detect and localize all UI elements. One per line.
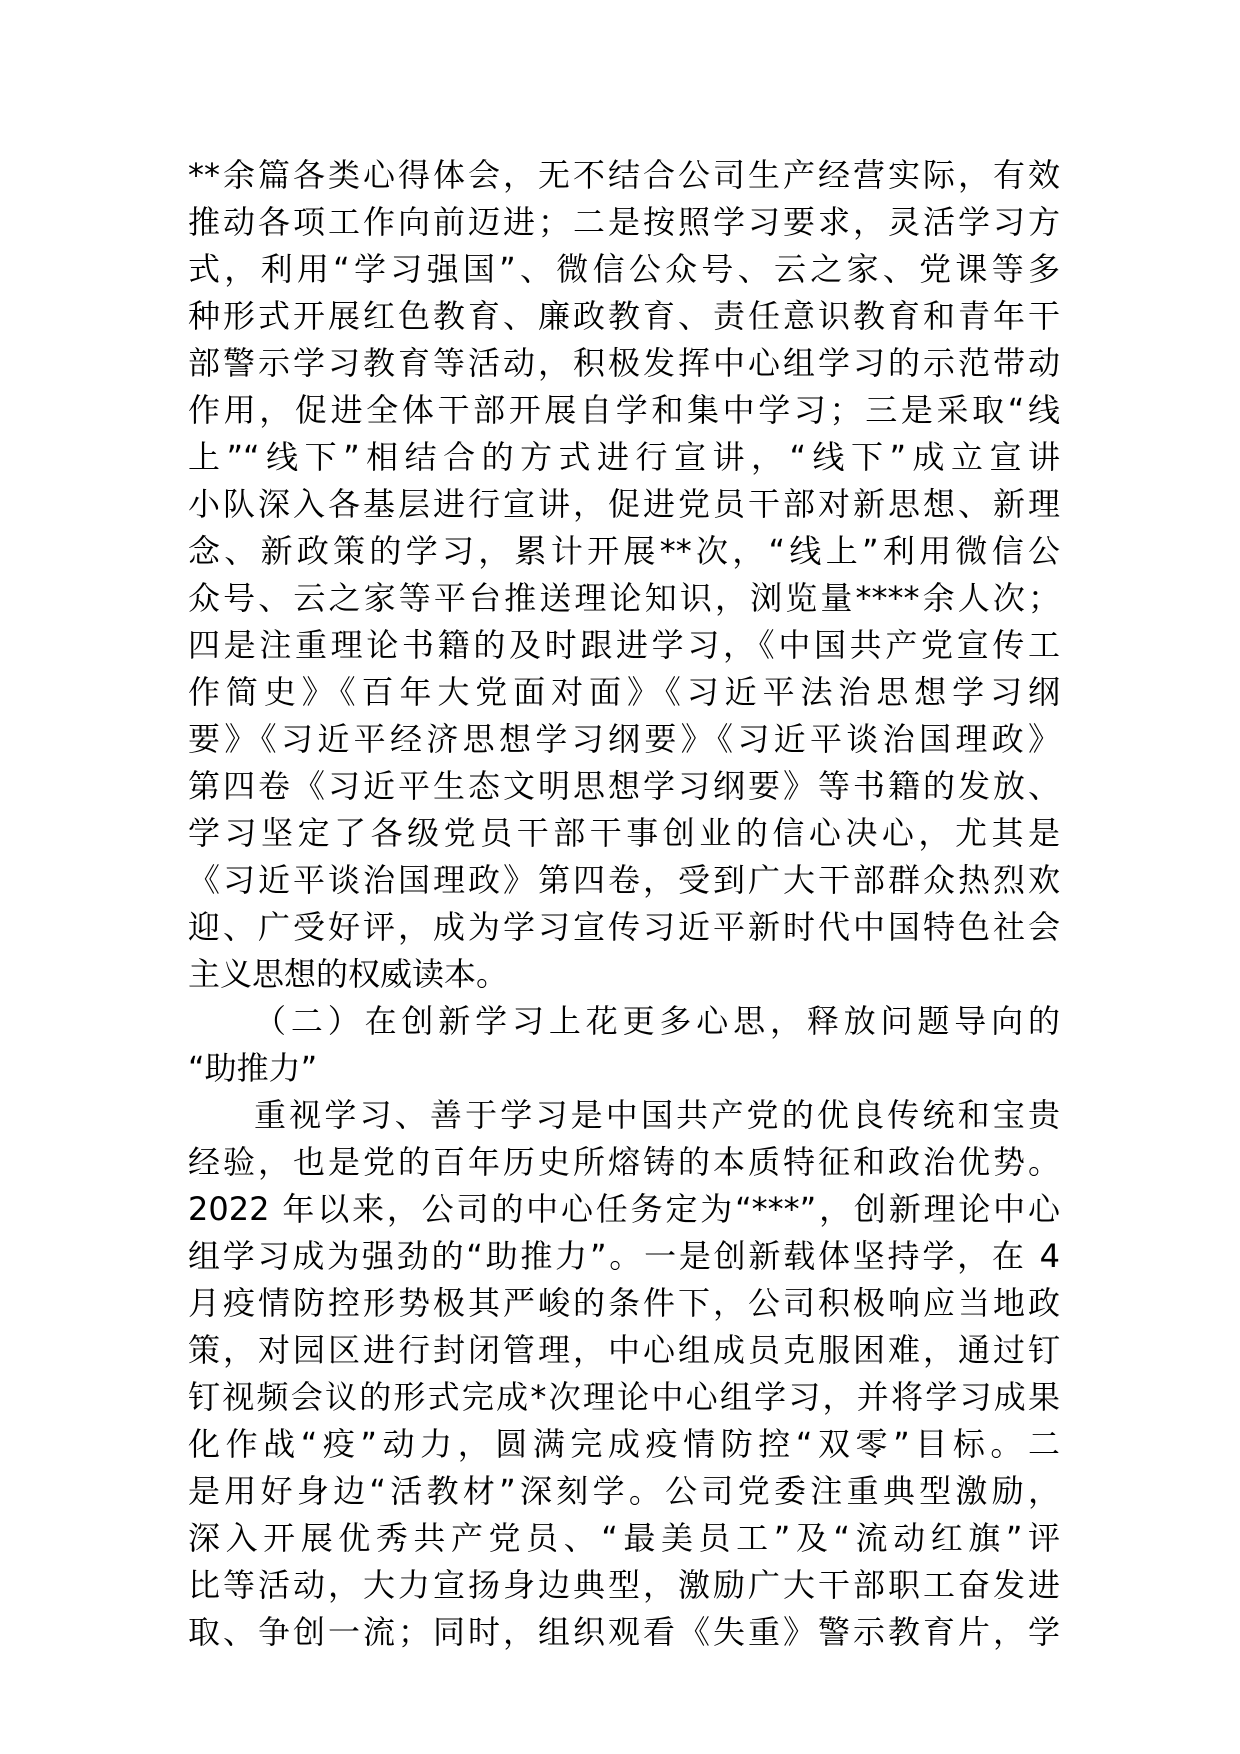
text-line: 是用好身边“活教材”深刻学。公司党委注重典型激励，	[188, 1472, 1060, 1510]
heading-line: “助推力”	[188, 1049, 318, 1087]
text-line: 作简史》《百年大党面对面》《习近平法治思想学习纲	[188, 673, 1060, 711]
text-line: 取、争创一流；同时，组织观看《失重》警示教育片，学	[188, 1613, 1060, 1651]
text-line: 重视学习、善于学习是中国共产党的优良传统和宝贵	[254, 1096, 1060, 1134]
text-line: 种形式开展红色教育、廉政教育、责任意识教育和青年干	[188, 297, 1060, 335]
text-line: 化作战“疫”动力，圆满完成疫情防控“双零”目标。二	[188, 1425, 1060, 1463]
text-line: 上”“线下”相结合的方式进行宣讲，“线下”成立宣讲	[188, 438, 1060, 476]
text-line: **余篇各类心得体会，无不结合公司生产经营实际，有效	[188, 156, 1060, 194]
document-body	[188, 152, 1060, 1656]
text-line: 四是注重理论书籍的及时跟进学习，《中国共产党宣传工	[188, 626, 1060, 664]
text-line: 式，利用“学习强国”、微信公众号、云之家、党课等多	[188, 250, 1060, 288]
text-line: 2022 年以来，公司的中心任务定为“***”，创新理论中心	[188, 1190, 1060, 1228]
text-line: 深入开展优秀共产党员、“最美员工”及“流动红旗”评	[188, 1519, 1060, 1557]
text-line: 部警示学习教育等活动，积极发挥中心组学习的示范带动	[188, 344, 1060, 382]
text-line: 《习近平谈治国理政》第四卷，受到广大干部群众热烈欢	[188, 861, 1060, 899]
paragraph-1	[188, 152, 1060, 998]
text-line: 学习坚定了各级党员干部干事创业的信心决心，尤其是	[188, 814, 1060, 852]
section-heading	[188, 998, 1060, 1092]
text-line: 组学习成为强劲的“助推力”。一是创新载体坚持学，在 4	[188, 1237, 1060, 1275]
text-line: 众号、云之家等平台推送理论知识，浏览量****余人次；	[188, 579, 1060, 617]
heading-line: （二）在创新学习上花更多心思，释放问题导向的	[254, 1002, 1060, 1040]
text-line: 比等活动，大力宣扬身边典型，激励广大干部职工奋发进	[188, 1566, 1060, 1604]
paragraph-3	[188, 1092, 1060, 1656]
text-line: 推动各项工作向前迈进；二是按照学习要求，灵活学习方	[188, 203, 1060, 241]
text-line: 钉视频会议的形式完成*次理论中心组学习，并将学习成果	[188, 1378, 1060, 1416]
text-line: 月疫情防控形势极其严峻的条件下，公司积极响应当地政	[188, 1284, 1060, 1322]
text-line: 作用，促进全体干部开展自学和集中学习；三是采取“线	[188, 391, 1060, 429]
text-line: 迎、广受好评，成为学习宣传习近平新时代中国特色社会	[188, 908, 1060, 946]
text-line: 策，对园区进行封闭管理，中心组成员克服困难，通过钉	[188, 1331, 1060, 1369]
text-line: 小队深入各基层进行宣讲，促进党员干部对新思想、新理	[188, 485, 1060, 523]
text-line: 要》《习近平经济思想学习纲要》《习近平谈治国理政》	[188, 720, 1060, 758]
text-line: 主义思想的权威读本。	[188, 955, 509, 993]
text-line: 念、新政策的学习，累计开展**次，“线上”利用微信公	[188, 532, 1060, 570]
text-line: 经验，也是党的百年历史所熔铸的本质特征和政治优势。	[188, 1143, 1060, 1181]
text-line: 第四卷《习近平生态文明思想学习纲要》等书籍的发放、	[188, 767, 1060, 805]
